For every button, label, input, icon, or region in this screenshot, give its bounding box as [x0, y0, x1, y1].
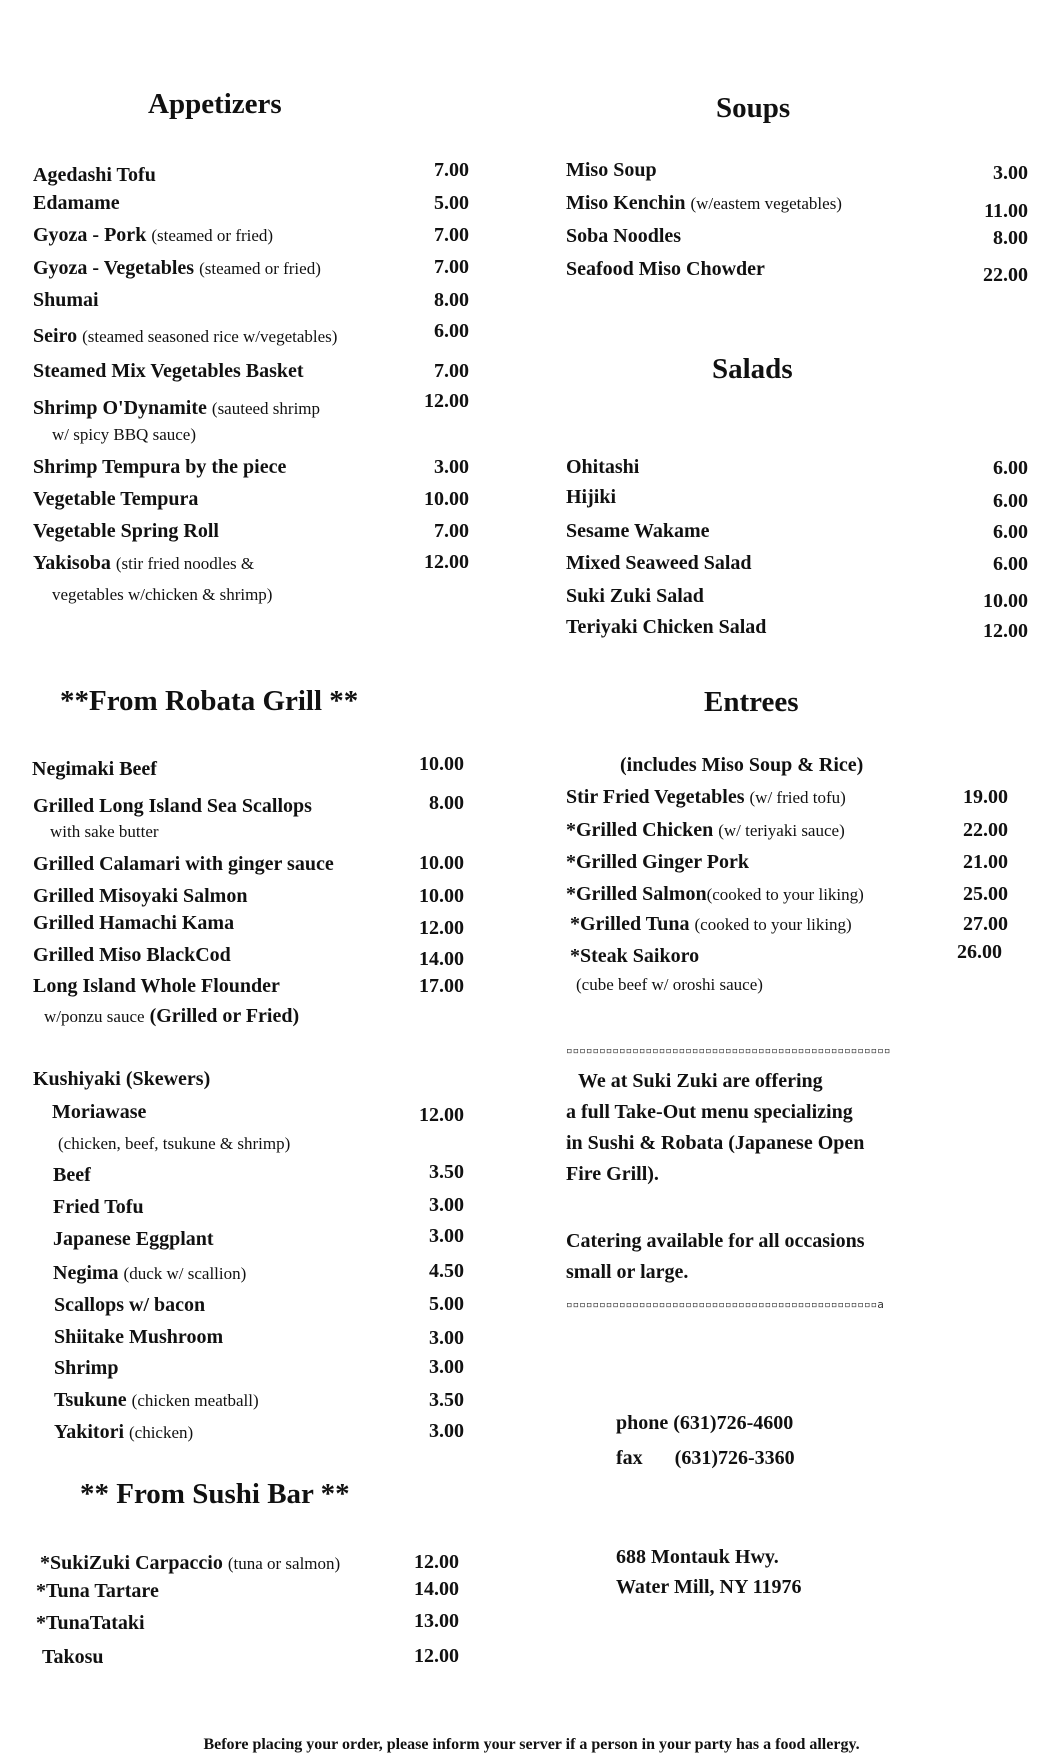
- menu-item: Shumai: [33, 289, 99, 311]
- entrees-subtitle: (includes Miso Soup & Rice): [620, 754, 864, 776]
- menu-price: 10.00: [424, 488, 469, 510]
- menu-item: Negima (duck w/ scallion): [53, 1262, 247, 1284]
- menu-item: Teriyaki Chicken Salad: [566, 616, 767, 638]
- menu-price: 21.00: [963, 851, 1008, 873]
- menu-price: 3.00: [429, 1420, 464, 1442]
- phone-number: (631)726-4600: [673, 1412, 794, 1434]
- menu-item: Scallops w/ bacon: [54, 1294, 206, 1316]
- address-line: 688 Montauk Hwy.: [616, 1546, 779, 1568]
- soups-title: Soups: [716, 92, 791, 124]
- menu-price: 8.00: [993, 227, 1028, 249]
- menu-item: Vegetable Spring Roll: [33, 520, 219, 542]
- menu-price: 7.00: [434, 159, 469, 181]
- menu-price: 3.00: [429, 1194, 464, 1216]
- address-line: Water Mill, NY 11976: [616, 1576, 802, 1598]
- menu-price: 26.00: [957, 941, 1002, 963]
- catering-line: small or large.: [566, 1261, 689, 1283]
- menu-item: Shrimp: [54, 1357, 119, 1379]
- menu-price: 3.00: [429, 1225, 464, 1247]
- menu-item: Mixed Seaweed Salad: [566, 552, 752, 574]
- menu-item: Hijiki: [566, 486, 617, 508]
- menu-item: Edamame: [33, 192, 120, 214]
- menu-item-subnote: vegetables w/chicken & shrimp): [52, 585, 273, 604]
- menu-price: 12.00: [424, 390, 469, 412]
- fax-line: fax (631)726-3360: [616, 1447, 795, 1469]
- menu-price: 12.00: [414, 1645, 459, 1667]
- takeout-line: in Sushi & Robata (Japanese Open: [566, 1132, 865, 1154]
- kushiyaki-title: Kushiyaki (Skewers): [33, 1068, 211, 1090]
- menu-price: 12.00: [419, 917, 464, 939]
- menu-item: Sesame Wakame: [566, 520, 710, 542]
- menu-price: 10.00: [419, 753, 464, 775]
- fax-number: (631)726-3360: [674, 1447, 795, 1469]
- appetizers-title: Appetizers: [148, 88, 282, 120]
- menu-item: Miso Kenchin (w/eastem vegetables): [566, 192, 842, 214]
- menu-item: Grilled Miso BlackCod: [33, 944, 231, 966]
- menu-price: 6.00: [993, 521, 1028, 543]
- menu-price: 7.00: [434, 520, 469, 542]
- menu-price: 12.00: [419, 1104, 464, 1126]
- menu-item: Steamed Mix Vegetables Basket: [33, 360, 304, 382]
- menu-item: *SukiZuki Carpaccio (tuna or salmon): [40, 1552, 341, 1574]
- menu-item: *Grilled Chicken (w/ teriyaki sauce): [566, 819, 845, 841]
- menu-price: 8.00: [429, 792, 464, 814]
- menu-price: 12.00: [424, 551, 469, 573]
- menu-price: 5.00: [434, 192, 469, 214]
- menu-item: Japanese Eggplant: [53, 1228, 214, 1250]
- menu-item: Seiro (steamed seasoned rice w/vegetables): [33, 325, 338, 347]
- menu-price: 5.00: [429, 1293, 464, 1315]
- catering-line: Catering available for all occasions: [566, 1230, 865, 1252]
- menu-item: Tsukune (chicken meatball): [54, 1389, 259, 1411]
- menu-price: 14.00: [419, 948, 464, 970]
- menu-price: 3.00: [993, 162, 1028, 184]
- menu-item: *TunaTataki: [36, 1612, 145, 1634]
- menu-item: *Grilled Ginger Pork: [566, 851, 749, 873]
- allergy-notice: Before placing your order, please inform your server if a person in your party has a food allergy.: [203, 1736, 860, 1753]
- menu-item: Grilled Misoyaki Salmon: [33, 885, 248, 907]
- menu-item: Ohitashi: [566, 456, 640, 478]
- menu-item-subnote: (cube beef w/ oroshi sauce): [576, 975, 763, 994]
- takeout-line: Fire Grill).: [566, 1163, 659, 1185]
- salads-title: Salads: [712, 353, 793, 385]
- menu-item: Fried Tofu: [53, 1196, 144, 1218]
- menu-price: 10.00: [419, 885, 464, 907]
- menu-item: Gyoza - Vegetables (steamed or fried): [33, 257, 321, 279]
- sushi-title: ** From Sushi Bar **: [80, 1478, 350, 1510]
- menu-price: 7.00: [434, 256, 469, 278]
- menu-item-subnote: w/ spicy BBQ sauce): [52, 425, 197, 444]
- menu-item: Miso Soup: [566, 159, 657, 181]
- menu-item: Beef: [53, 1164, 91, 1186]
- menu-price: 14.00: [414, 1578, 459, 1600]
- menu-price: 7.00: [434, 224, 469, 246]
- menu-price: 17.00: [419, 975, 464, 997]
- takeout-line: a full Take-Out menu specializing: [566, 1101, 853, 1123]
- menu-item: Grilled Calamari with ginger sauce: [33, 853, 334, 875]
- menu-item: Takosu: [42, 1646, 104, 1668]
- menu-price: 12.00: [414, 1551, 459, 1573]
- menu-price: 19.00: [963, 786, 1008, 808]
- robata-title: **From Robata Grill **: [60, 685, 359, 717]
- menu-item: *Grilled Salmon(cooked to your liking): [566, 883, 864, 905]
- divider-dots: ▫▫▫▫▫▫▫▫▫▫▫▫▫▫▫▫▫▫▫▫▫▫▫▫▫▫▫▫▫▫▫▫▫▫▫▫▫▫▫▫▫▫▫▫▫▫▫a: [566, 1298, 884, 1311]
- menu-item: Shrimp O'Dynamite (sauteed shrimp: [33, 397, 321, 419]
- menu-price: 3.00: [434, 456, 469, 478]
- menu-item-subnote: w/ponzu sauce (Grilled or Fried): [44, 1005, 300, 1027]
- menu-item: *Steak Saikoro: [570, 945, 700, 967]
- menu-item: Negimaki Beef: [32, 758, 157, 780]
- menu-item: Gyoza - Pork (steamed or fried): [33, 224, 274, 246]
- menu-price: 7.00: [434, 360, 469, 382]
- menu-price: 3.50: [429, 1389, 464, 1411]
- menu-price: 4.50: [429, 1260, 464, 1282]
- menu-price: 6.00: [993, 553, 1028, 575]
- menu-price: 22.00: [963, 819, 1008, 841]
- takeout-line: We at Suki Zuki are offering: [578, 1070, 823, 1092]
- menu-item: Yakisoba (stir fried noodles &: [33, 552, 255, 574]
- menu-item: *Grilled Tuna (cooked to your liking): [570, 913, 852, 935]
- menu-item: Yakitori (chicken): [54, 1421, 194, 1443]
- menu-price: 6.00: [993, 457, 1028, 479]
- menu-price: 13.00: [414, 1610, 459, 1632]
- menu-price: 8.00: [434, 289, 469, 311]
- menu-item: Vegetable Tempura: [33, 488, 199, 510]
- menu-price: 10.00: [983, 590, 1028, 612]
- menu-item: Grilled Hamachi Kama: [33, 912, 235, 934]
- menu-item: Grilled Long Island Sea Scallops: [33, 795, 312, 817]
- entrees-title: Entrees: [704, 686, 799, 718]
- menu-item: Shiitake Mushroom: [54, 1326, 224, 1348]
- divider-dots: ▫▫▫▫▫▫▫▫▫▫▫▫▫▫▫▫▫▫▫▫▫▫▫▫▫▫▫▫▫▫▫▫▫▫▫▫▫▫▫▫▫▫▫▫▫▫▫▫▫: [566, 1044, 891, 1057]
- menu-item: Seafood Miso Chowder: [566, 258, 765, 280]
- menu-price: 27.00: [963, 913, 1008, 935]
- phone-line: phone (631)726-4600: [616, 1412, 794, 1434]
- menu-item: Shrimp Tempura by the piece: [33, 456, 287, 478]
- menu-item-subnote: (chicken, beef, tsukune & shrimp): [58, 1134, 291, 1153]
- menu-price: 3.00: [429, 1327, 464, 1349]
- menu-price: 22.00: [983, 264, 1028, 286]
- menu-item-subnote: with sake butter: [50, 822, 159, 841]
- menu-item: Long Island Whole Flounder: [33, 975, 280, 997]
- menu-price: 3.00: [429, 1356, 464, 1378]
- menu-item: Moriawase: [52, 1101, 147, 1123]
- menu-item: Agedashi Tofu: [33, 164, 156, 186]
- menu-item: Soba Noodles: [566, 225, 682, 247]
- menu-price: 6.00: [993, 490, 1028, 512]
- menu-item: *Tuna Tartare: [36, 1580, 159, 1602]
- menu-price: 6.00: [434, 320, 469, 342]
- menu-price: 12.00: [983, 620, 1028, 642]
- menu-price: 11.00: [984, 200, 1028, 222]
- menu-price: 10.00: [419, 852, 464, 874]
- menu-item: Stir Fried Vegetables (w/ fried tofu): [566, 786, 846, 808]
- menu-item: Suki Zuki Salad: [566, 585, 704, 607]
- menu-price: 3.50: [429, 1161, 464, 1183]
- menu-price: 25.00: [963, 883, 1008, 905]
